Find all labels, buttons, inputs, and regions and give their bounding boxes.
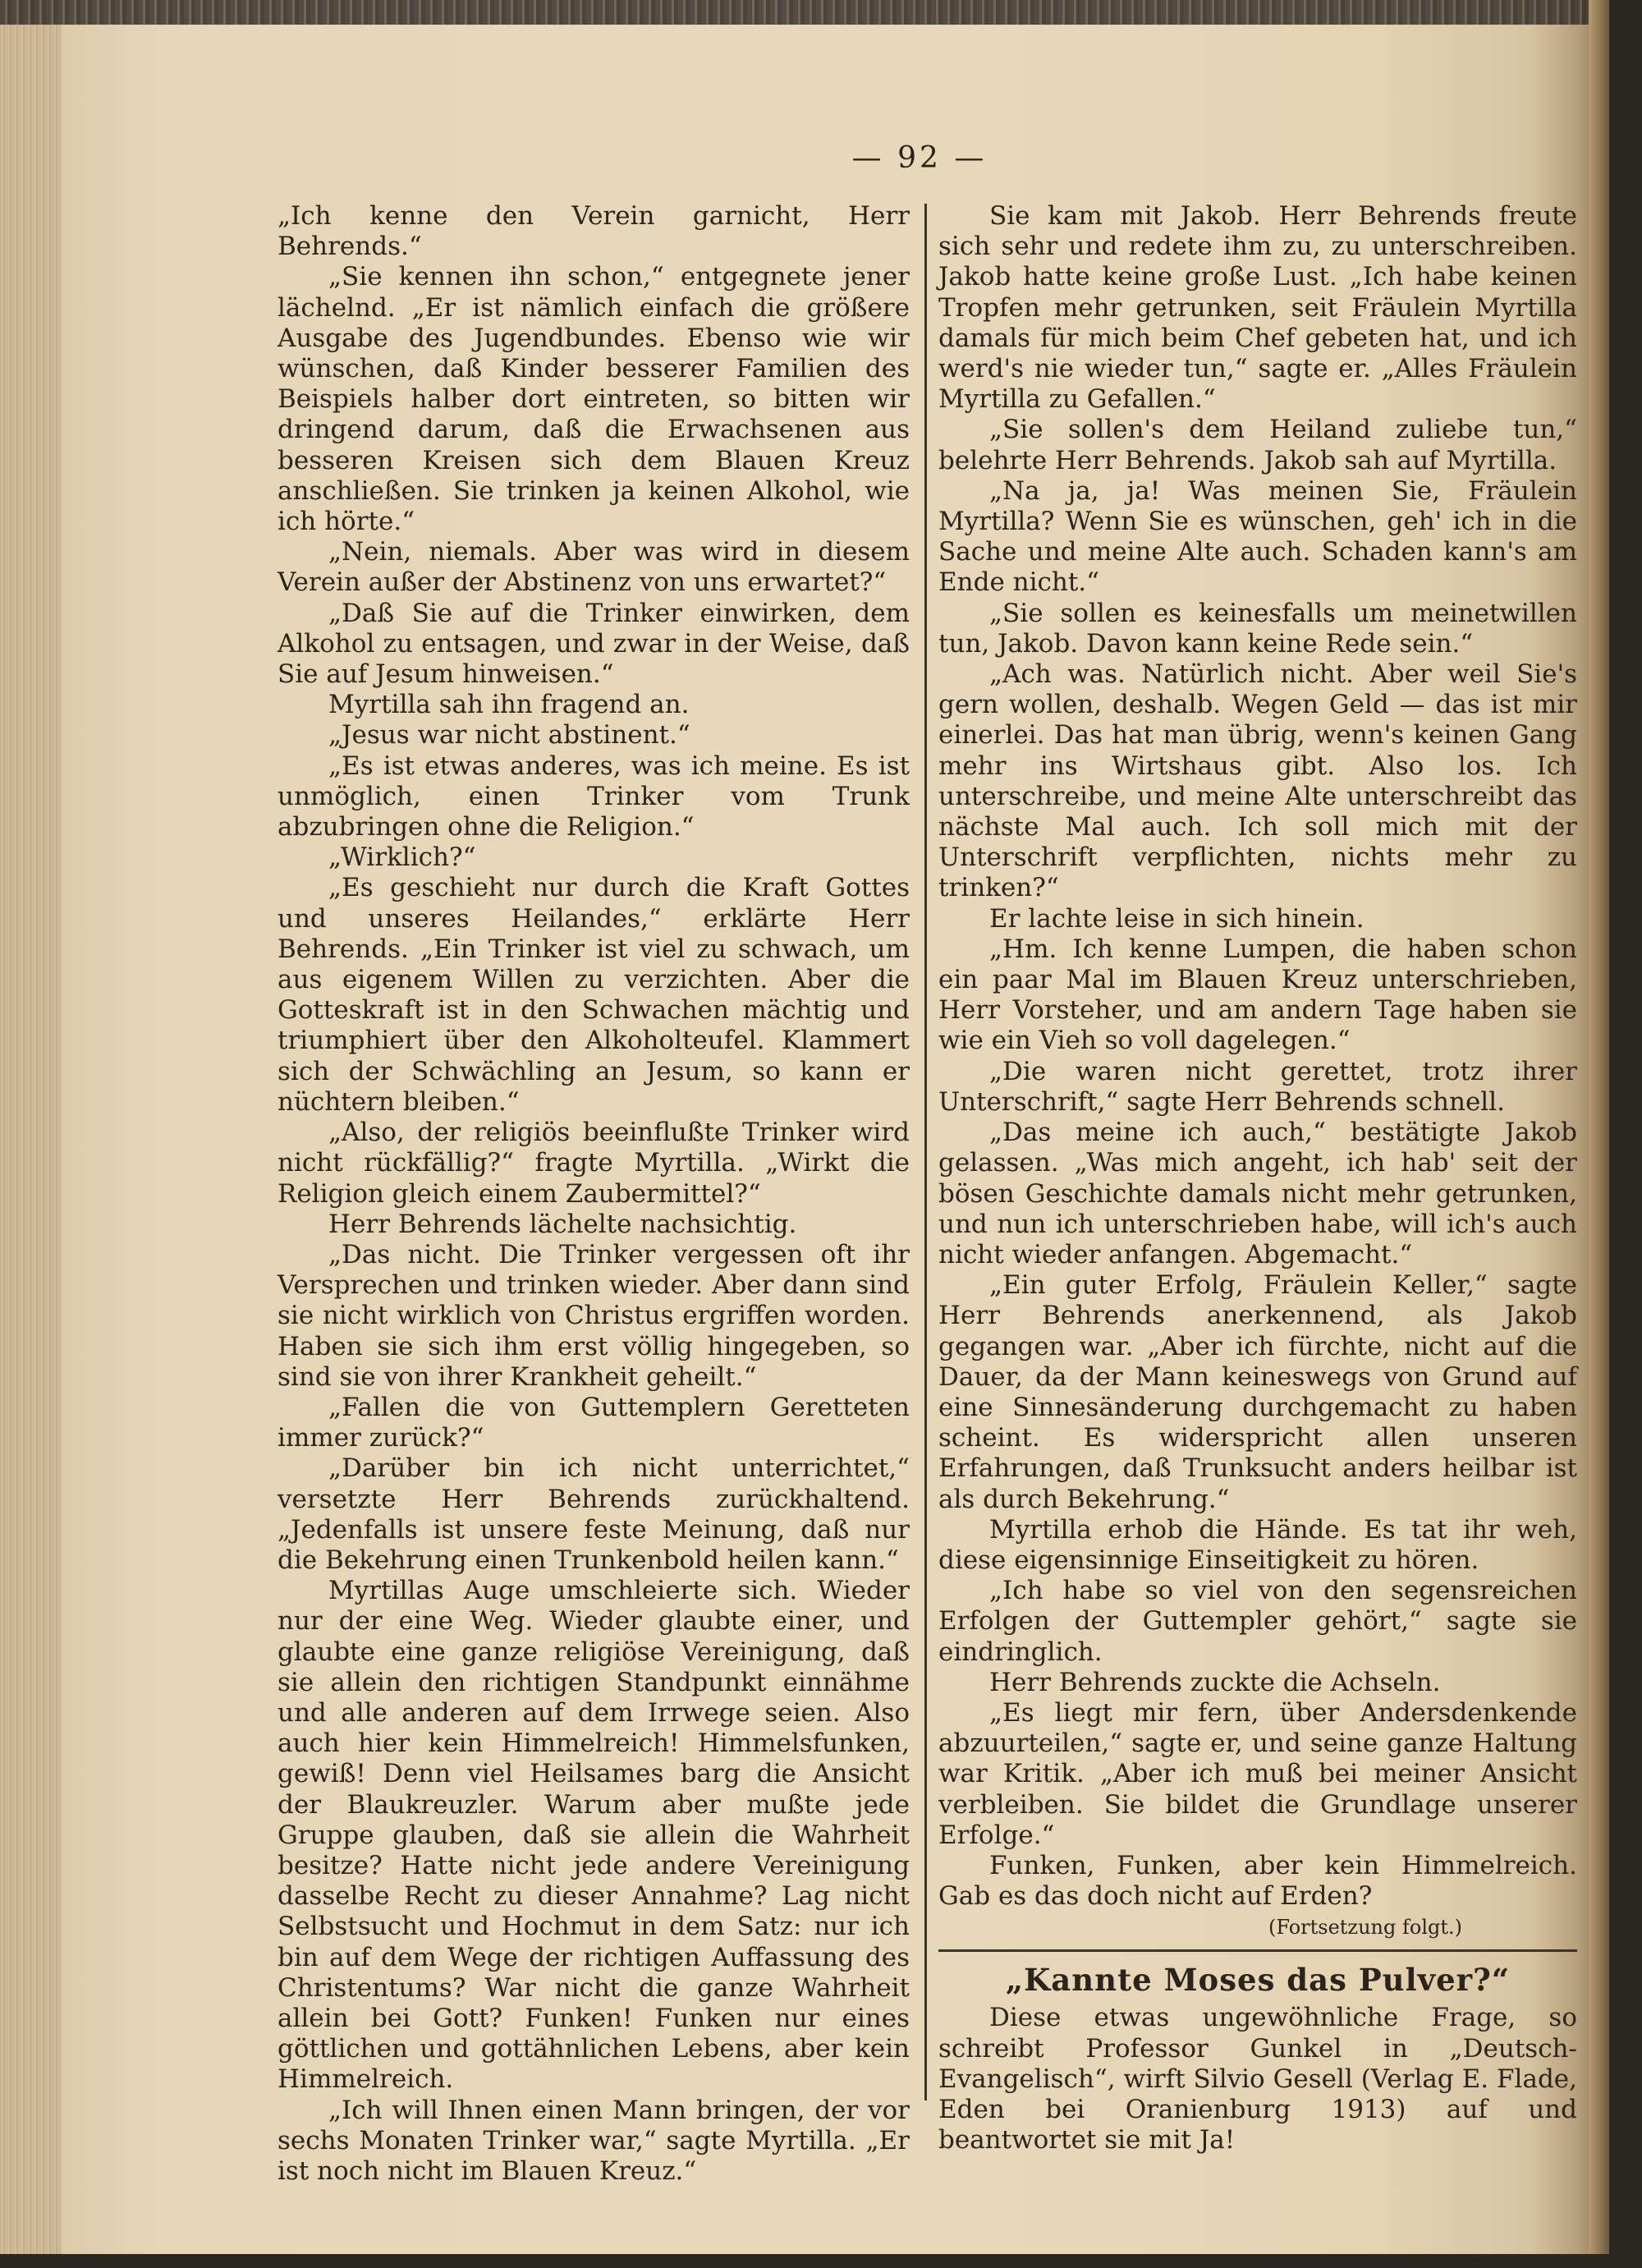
page-top-edge bbox=[0, 0, 1609, 25]
paragraph: „Sie kennen ihn schon,“ entgegnete jener lächelnd. „Er ist nämlich einfach die größere Ausgabe des Jugendbundes. Ebenso wie wir wünschen, daß Kinder besserer Familien des Beispiels halber dort eintreten, so bitten wir dringend darum, daß die Erwachsenen aus besseren Kreisen sich dem Blauen Kreuz anschließen. Sie trinken ja keinen Alkohol, wie ich hörte.“ bbox=[277, 262, 910, 537]
paragraph: „Ich kenne den Verein garnicht, Herr Behrends.“ bbox=[277, 201, 910, 262]
page-number: — 92 — bbox=[851, 141, 988, 175]
paragraph: „Wirklich?“ bbox=[328, 842, 476, 873]
column-divider bbox=[924, 204, 927, 2100]
paragraph: „Es ist etwas anderes, was ich meine. Es ist unmöglich, einen Trinker vom Trunk abzubringen ohne die Religion.“ bbox=[277, 751, 910, 842]
article-body: Diese etwas ungewöhnliche Frage, so schreibt Professor Gunkel in „Deutsch-Evangelisch“, wirft Silvio Gesell (Verlag E. Flade, Eden bei Oranienburg 1913) auf und beantwortet sie mit Ja! bbox=[938, 2003, 1577, 2156]
binding-edge bbox=[1589, 0, 1609, 2254]
paragraph: „Fallen die von Guttemplern Geretteten immer zurück?“ bbox=[277, 1392, 910, 1453]
paragraph: Myrtilla erhob die Hände. Es tat ihr weh, diese eigensinnige Einseitigkeit zu hören. bbox=[938, 1514, 1577, 1575]
paragraph: „Das nicht. Die Trinker vergessen oft ihr Versprechen und trinken wieder. Aber dann sind sie nicht wirklich von Christus ergriffen worden. Haben sie sich ihm erst völlig hingegeben, so sind sie von ihrer Krankheit geheilt.“ bbox=[277, 1239, 910, 1392]
paragraph: „Sie sollen's dem Heiland zuliebe tun,“ belehrte Herr Behrends. Jakob sah auf Myrtilla. bbox=[938, 415, 1577, 475]
paragraph: „Ich will Ihnen einen Mann bringen, der vor sechs Monaten Trinker war,“ sagte Myrtilla. „Er ist noch nicht im Blauen Kreuz.“ bbox=[277, 2095, 910, 2186]
right-column bbox=[938, 201, 1577, 2156]
paragraph: „Na ja, ja! Was meinen Sie, Fräulein Myrtilla? Wenn Sie es wünschen, geh' ich in die Sache und meine Alte auch. Schaden kann's am Ende nicht.“ bbox=[938, 475, 1577, 598]
article-heading: „Kannte Moses das Pulver?“ bbox=[1005, 1962, 1511, 1999]
left-column bbox=[277, 201, 910, 2187]
paragraph: „Also, der religiös beeinflußte Trinker wird nicht rückfällig?“ fragte Myrtilla. „Wirkt die Religion gleich einem Zaubermittel?“ bbox=[277, 1118, 910, 1209]
paragraph: „Nein, niemals. Aber was wird in diesem Verein außer der Abstinenz von uns erwartet?“ bbox=[277, 537, 910, 598]
paragraph: „Jesus war nicht abstinent.“ bbox=[328, 720, 690, 751]
paragraph: Herr Behrends zuckte die Achseln. bbox=[989, 1667, 1441, 1697]
paragraph: Herr Behrends lächelte nachsichtig. bbox=[328, 1209, 797, 1239]
continued-note: (Fortsetzung folgt.) bbox=[1268, 1916, 1462, 1940]
paragraph: „Es liegt mir fern, über Andersdenkende abzuurteilen,“ sagte er, und seine ganze Haltung war Kritik. „Aber ich muß bei meiner Ansicht verbleiben. Sie bildet die Grundlage unserer Erfolge.“ bbox=[938, 1697, 1577, 1850]
paragraph: „Daß Sie auf die Trinker einwirken, dem Alkohol zu entsagen, und zwar in der Weise, daß Sie auf Jesum hinweisen.“ bbox=[277, 598, 910, 690]
paragraph: Funken, Funken, aber kein Himmelreich. Gab es das doch nicht auf Erden? bbox=[938, 1850, 1577, 1912]
paragraph: „Das meine ich auch,“ bestätigte Jakob gelassen. „Was mich angeht, ich hab' seit der bösen Geschichte damals nicht mehr getrunken, und nun ich unterschrieben habe, will ich's auch nicht wieder anfangen. Abgemacht.“ bbox=[938, 1118, 1577, 1269]
paragraph: „Ich habe so viel von den segensreichen Erfolgen der Guttempler gehört,“ sagte sie eindringlich. bbox=[938, 1576, 1577, 1667]
paragraph: „Darüber bin ich nicht unterrichtet,“ versetzte Herr Behrends zurückhaltend. „Jedenfalls ist unsere feste Meinung, daß nur die Bekehrung einen Trunkenbold heilen kann.“ bbox=[277, 1453, 910, 1575]
paragraph: „Ach was. Natürlich nicht. Aber weil Sie's gern wollen, deshalb. Wegen Geld — das ist mir einerlei. Das hat man übrig, wenn's keinen Gang mehr ins Wirtshaus gibt. Also los. Ich unterschreibe, und meine Alte unterschreibt das nächste Mal auch. Ich soll mich mit der Unterschrift verpflichten, nichts mehr zu trinken?“ bbox=[938, 659, 1577, 903]
paragraph: Er lachte leise in sich hinein. bbox=[989, 903, 1365, 934]
paragraph: Sie kam mit Jakob. Herr Behrends freute sich sehr und redete ihm zu, zu unterschreiben. Jakob hatte keine große Lust. „Ich habe keinen Tropfen mehr getrunken, seit Fräulein Myrtilla damals für mich beim Chef gebeten hat, und ich werd's nie wieder tun,“ sagte er. „Alles Fräulein Myrtilla zu Gefallen.“ bbox=[938, 201, 1577, 415]
page-stack-edge bbox=[0, 25, 62, 2254]
paragraph: Myrtilla sah ihn fragend an. bbox=[328, 690, 690, 720]
section-divider bbox=[938, 1949, 1577, 1952]
paragraph: „Sie sollen es keinesfalls um meinetwillen tun, Jakob. Davon kann keine Rede sein.“ bbox=[938, 598, 1577, 659]
paragraph: „Ein guter Erfolg, Fräulein Keller,“ sagte Herr Behrends anerkennend, als Jakob gegangen war. „Aber ich fürchte, nicht auf die Dauer, da der Mann keineswegs von Grund auf eine Sinnesänderung durchgemacht zu haben scheint. Es widerspricht allen unseren Erfahrungen, daß Trunksucht anders heilbar ist als durch Bekehrung.“ bbox=[938, 1270, 1577, 1514]
paragraph: Myrtillas Auge umschleierte sich. Wieder nur der eine Weg. Wieder glaubte einer, und glaubte eine ganze religiöse Vereinigung, daß sie allein den richtigen Standpunkt einnähme und alle anderen auf dem Irrwege seien. Also auch hier kein Himmelreich! Himmelsfunken, gewiß! Denn viel Heilsames barg die Ansicht der Blaukreuzler. Warum aber mußte jede Gruppe glauben, daß sie allein die Wahrheit besitze? Hatte nicht jede andere Vereinigung dasselbe Recht zu dieser Annahme? Lag nicht Selbstsucht und Hochmut in dem Satz: nur ich bin auf dem Wege der richtigen Auffassung des Christentums? War nicht die ganze Wahrheit allein bei Gott? Funken! Funken nur eines göttlichen und gottähnlichen Lebens, aber kein Himmelreich. bbox=[277, 1576, 910, 2095]
paragraph: „Die waren nicht gerettet, trotz ihrer Unterschrift,“ sagte Herr Behrends schnell. bbox=[938, 1056, 1577, 1117]
paragraph: „Hm. Ich kenne Lumpen, die haben schon ein paar Mal im Blauen Kreuz unterschrieben, Herr Vorsteher, und am andern Tage haben sie wie ein Vieh so voll dagelegen.“ bbox=[938, 934, 1577, 1056]
paragraph: „Es geschieht nur durch die Kraft Gottes und unseres Heilandes,“ erklärte Herr Behrends. „Ein Trinker ist viel zu schwach, um aus eigenem Willen zu verzichten. Aber die Gotteskraft ist in den Schwachen mächtig und triumphiert über den Alkoholteufel. Klammert sich der Schwächling an Jesum, so kann er nüchtern bleiben.“ bbox=[277, 873, 910, 1117]
